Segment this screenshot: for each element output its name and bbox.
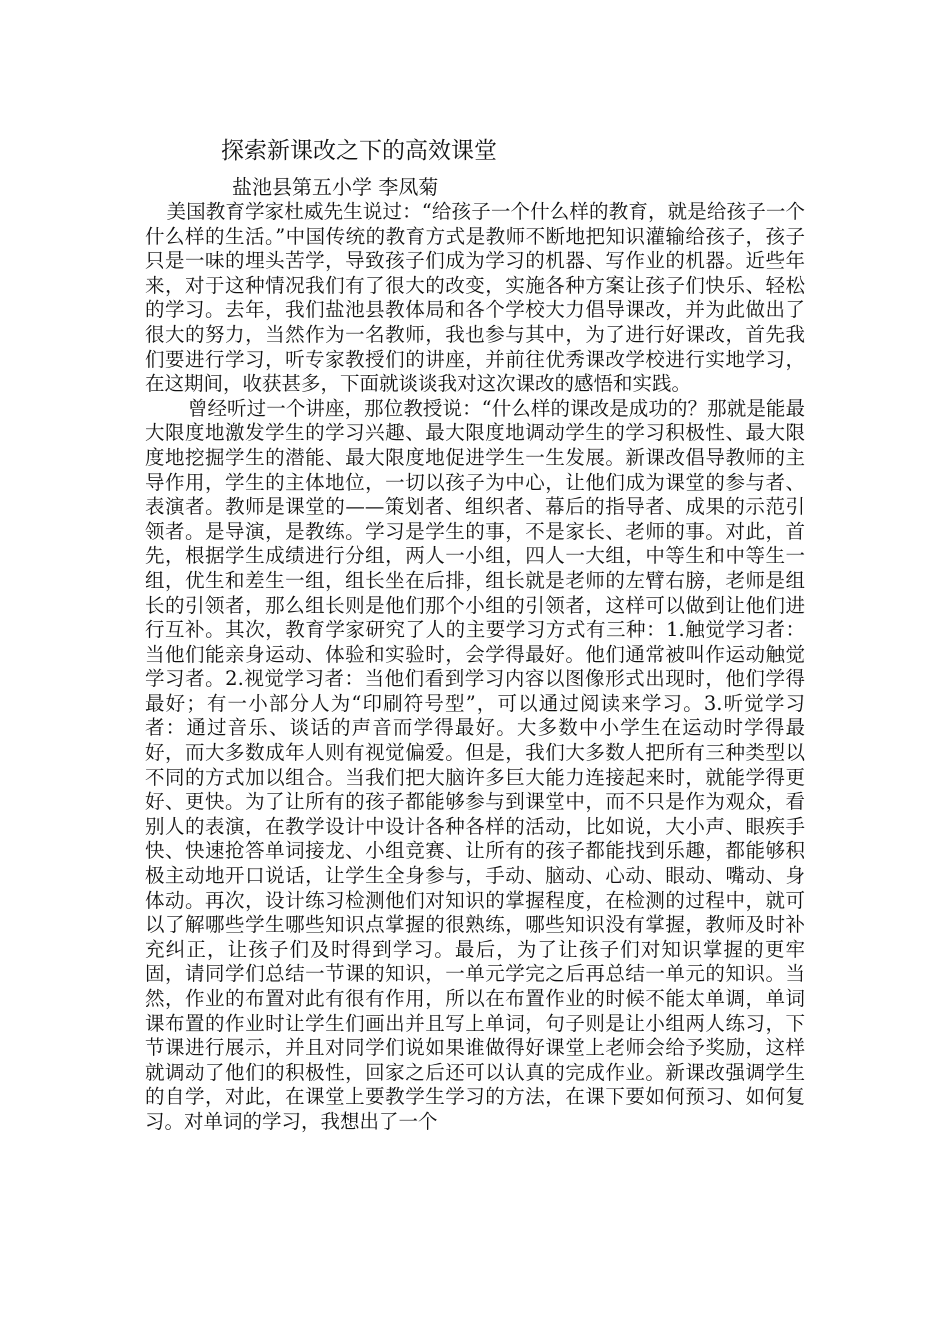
paragraph-2: 曾经听过一个讲座，那位教授说：“什么样的课改是成功的？那就是能最大限度地激发学生的学习兴趣、最大限度地调动学生的学习积极性、最大限度地挖掘学生的潜能、最大限度地促进学生一生发展。新课改倡导教师的主导作用，学生的主体地位，一切以孩子为中心，让他们成为课堂的参与者、表演者。教师是课堂的——策划者、组织者、幕后的指导者、成果的示范引领者。是导演，是教练。学习是学生的事，不是家长、老师的事。对此，首先，根据学生成绩进行分组，两人一小组，四人一大组，中等生和中等生一组，优生和差生一组，组长坐在后排，组长就是老师的左臂右膀，老师是组长的引领者，那么组长则是他们那个小组的引领者，这样可以做到让他们进行互补。其次，教育学家研究了人的主要学习方式有三种：1.触觉学习者：当他们能亲身运动、体验和实验时，会学得最好。他们通常被叫作运动触觉学习者。2.视觉学习者：当他们看到学习内容以图像形式出现时，他们学得最好；有一小部分人为“印刷符号型”，可以通过阅读来学习。3.听觉学习者：通过音乐、谈话的声音而学得最好。大多数中小学生在运动时学得最好，而大多数成年人则有视觉偏爱。但是，我们大多数人把所有三种类型以不同的方式加以组合。当我们把大脑许多巨大能力连接起来时，就能学得更好、更快。为了让所有的孩子都能够参与到课堂中，而不只是作为观众，看别人的表演，在教学设计中设计各种各样的活动，比如说，大小声、眼疾手快、快速抢答单词接龙、小组竞赛、让所有的孩子都能找到乐趣，都能够积极主动地开口说话，让学生全身参与，手动、脑动、心动、眼动、嘴动、身体动。再次，设计练习检测他们对知识的掌握程度，在检测的过程中，就可以了解哪些学生哪些知识点掌握的很熟练，哪些知识没有掌握，教师及时补充纠正，让孩子们及时得到学习。最后，为了让孩子们对知识掌握的更牢固，请同学们总结一节课的知识，一单元学完之后再总结一单元的知识。当然，作业的布置对此有很有作用，所以在布置作业的时候不能太单调，单词课布置的作业时让学生们画出并且写上单词，句子则是让小组两人练习，下节课进行展示，并且对同学们说如果谁做得好课堂上老师会给予奖励，这样就调动了他们的积极性，回家之后还可以认真的完成作业。新课改强调学生的自学，对此，在课堂上要教学生学习的方法，在课下要如何预习、如何复习。对单词的学习，我想出了一个: [145, 396, 805, 1133]
document-body: [145, 200, 805, 1135]
paragraph-1: 美国教育学家杜威先生说过：“给孩子一个什么样的教育，就是给孩子一个什么样的生活。”中国传统的教育方式是教师不断地把知识灌输给孩子，孩子只是一味的埋头苦学，导致孩子们成为学习的机器、写作业的机器。近些年来，对于这种情况我们有了很大的改变，实施各种方案让孩子们快乐、轻松的学习。去年，我们盐池县教体局和各个学校大力倡导课改，并为此做出了很大的努力，当然作为一名教师，我也参与其中，为了进行好课改，首先我们要进行学习，听专家教授们的讲座，并前往优秀课改学校进行实地学习，在这期间，收获甚多，下面就谈谈我对这次课改的感悟和实践。: [145, 200, 805, 396]
document-title: 探索新课改之下的高效课堂: [221, 138, 497, 164]
document-author: 盐池县第五小学 李凤菊: [232, 175, 439, 199]
